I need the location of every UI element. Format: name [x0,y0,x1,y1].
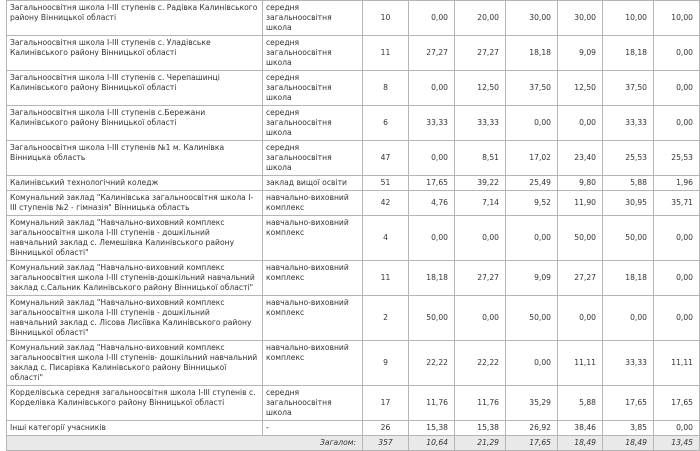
score-value: 27,27 [455,36,506,71]
score-value: 0,00 [654,261,700,296]
score-value: 18,18 [409,261,455,296]
score-value: 0,00 [654,421,700,436]
school-type: середня загальноосвітня школа [263,386,363,421]
total-value: 10,64 [409,436,455,451]
participant-count: 11 [363,261,409,296]
table-row [7,261,700,296]
score-value: 50,00 [506,296,558,341]
score-value: 18,18 [603,36,654,71]
score-value: 20,00 [455,1,506,36]
score-value: 17,65 [654,386,700,421]
school-type: середня загальноосвітня школа [263,71,363,106]
school-type: середня загальноосвітня школа [263,106,363,141]
score-value: 0,00 [654,71,700,106]
score-value: 5,88 [558,386,603,421]
score-value: 11,76 [409,386,455,421]
table-row [7,216,700,261]
score-value: 8,51 [455,141,506,176]
score-value: 0,00 [603,296,654,341]
table-row [7,341,700,386]
score-value: 37,50 [603,71,654,106]
score-value: 25,53 [603,141,654,176]
table-row [7,386,700,421]
score-value: 17,65 [603,386,654,421]
score-value: 39,22 [455,176,506,191]
score-value: 10,00 [603,1,654,36]
school-name: Комунальний заклад "Навчально-виховний комплекс загальноосвітня школа І-ІІІ ступенів- дошкільний навчальний заклад с. Писарівка Калинівського району Вінницької області" [7,341,263,386]
school-name: Загальноосвітня школа І-ІІІ ступенів №1 м. Калинівка Вінницька область [7,141,263,176]
school-type: навчально-виховний комплекс [263,191,363,216]
participant-count: 2 [363,296,409,341]
school-name: Інші категорії учасників [7,421,263,436]
school-type: навчально-виховний комплекс [263,216,363,261]
total-count: 357 [363,436,409,451]
score-value: 0,00 [506,341,558,386]
score-value: 18,18 [506,36,558,71]
score-value: 11,90 [558,191,603,216]
score-value: 17,65 [409,176,455,191]
table-row [7,191,700,216]
participant-count: 11 [363,36,409,71]
score-value: 10,00 [654,1,700,36]
participant-count: 47 [363,141,409,176]
score-value: 0,00 [455,296,506,341]
participant-count: 26 [363,421,409,436]
score-value: 35,29 [506,386,558,421]
score-value: 23,40 [558,141,603,176]
school-name: Комунальний заклад "Калинівська загальноосвітня школа І-ІІІ ступенів №2 - гімназія" Вінницька область [7,191,263,216]
participant-count: 51 [363,176,409,191]
score-value: 26,92 [506,421,558,436]
participant-count: 10 [363,1,409,36]
score-value: 25,49 [506,176,558,191]
score-value: 5,88 [603,176,654,191]
score-value: 0,00 [455,216,506,261]
score-value: 15,38 [409,421,455,436]
total-value: 17,65 [506,436,558,451]
score-value: 17,02 [506,141,558,176]
results-table [6,0,700,451]
participant-count: 6 [363,106,409,141]
score-value: 18,18 [603,261,654,296]
school-type: середня загальноосвітня школа [263,36,363,71]
school-name: Калинівський технологічний коледж [7,176,263,191]
score-value: 1,96 [654,176,700,191]
school-type: навчально-виховний комплекс [263,261,363,296]
score-value: 27,27 [455,261,506,296]
score-value: 30,00 [506,1,558,36]
score-value: 0,00 [558,296,603,341]
table-row [7,71,700,106]
score-value: 33,33 [455,106,506,141]
score-value: 0,00 [409,216,455,261]
school-type: середня загальноосвітня школа [263,1,363,36]
table-row [7,296,700,341]
score-value: 11,11 [654,341,700,386]
score-value: 25,53 [654,141,700,176]
total-value: 13,45 [654,436,700,451]
participant-count: 17 [363,386,409,421]
total-value: 21,29 [455,436,506,451]
score-value: 35,71 [654,191,700,216]
school-name: Загальноосвітня школа І-ІІІ ступенів с.Бережани Калинівського району Вінницької області [7,106,263,141]
participant-count: 8 [363,71,409,106]
score-value: 0,00 [506,106,558,141]
school-name: Загальноосвітня школа І-ІІІ ступенів с. Черепашинці Калинівського району Вінницької області [7,71,263,106]
table-row [7,176,700,191]
score-value: 9,80 [558,176,603,191]
participant-count: 9 [363,341,409,386]
score-value: 9,52 [506,191,558,216]
score-value: 0,00 [409,1,455,36]
score-value: 0,00 [654,106,700,141]
score-value: 0,00 [558,106,603,141]
table-row [7,36,700,71]
score-value: 0,00 [409,71,455,106]
table-row [7,106,700,141]
score-value: 11,76 [455,386,506,421]
school-name: Корделівська середня загальноосвітня школа І-ІІІ ступенів с. Корделівка Калинівського району Вінницької області [7,386,263,421]
school-name: Комунальний заклад "Навчально-виховний комплекс загальноосвітня школа І-ІІІ ступенів-дошкільний навчальний заклад с.Сальник Калинівського району Вінницької області" [7,261,263,296]
participant-count: 4 [363,216,409,261]
score-value: 30,95 [603,191,654,216]
school-name: Загальноосвітня школа І-ІІІ ступенів с. Уладівське Калинівського району Вінницької області [7,36,263,71]
score-value: 12,50 [558,71,603,106]
total-value: 18,49 [603,436,654,451]
score-value: 4,76 [409,191,455,216]
score-value: 27,27 [409,36,455,71]
score-value: 37,50 [506,71,558,106]
table-body [7,1,700,451]
score-value: 0,00 [654,216,700,261]
score-value: 30,00 [558,1,603,36]
score-value: 33,33 [603,341,654,386]
school-name: Комунальний заклад "Навчально-виховний комплекс загальноосвітня школа І-ІІІ ступенів - дошкільний навчальний заклад с. Лісова Лисіївка Калинівського району Вінницької області" [7,296,263,341]
total-row [7,436,700,451]
school-type: середня загальноосвітня школа [263,141,363,176]
total-value: 18,49 [558,436,603,451]
school-type: навчально-виховний комплекс [263,341,363,386]
total-label: Загалом: [7,436,363,451]
score-value: 22,22 [455,341,506,386]
school-type: заклад вищої освіти [263,176,363,191]
results-table-container [6,0,700,451]
score-value: 15,38 [455,421,506,436]
score-value: 0,00 [409,141,455,176]
score-value: 33,33 [409,106,455,141]
score-value: 0,00 [654,296,700,341]
table-row [7,141,700,176]
table-row [7,1,700,36]
participant-count: 42 [363,191,409,216]
score-value: 9,09 [558,36,603,71]
score-value: 7,14 [455,191,506,216]
score-value: 9,09 [506,261,558,296]
score-value: 0,00 [654,36,700,71]
school-type: - [263,421,363,436]
score-value: 33,33 [603,106,654,141]
score-value: 0,00 [506,216,558,261]
score-value: 50,00 [558,216,603,261]
score-value: 50,00 [603,216,654,261]
table-row [7,421,700,436]
score-value: 12,50 [455,71,506,106]
school-type: навчально-виховний комплекс [263,296,363,341]
score-value: 38,46 [558,421,603,436]
score-value: 50,00 [409,296,455,341]
score-value: 3,85 [603,421,654,436]
score-value: 22,22 [409,341,455,386]
score-value: 11,11 [558,341,603,386]
school-name: Загальноосвітня школа І-ІІІ ступенів с. Радівка Калинівського району Вінницької області [7,1,263,36]
score-value: 27,27 [558,261,603,296]
school-name: Комунальний заклад "Навчально-виховний комплекс загальноосвітня школа І-ІІІ ступенів - дошкільний навчальний заклад с. Лемешівка Калинівського району Вінницької області" [7,216,263,261]
